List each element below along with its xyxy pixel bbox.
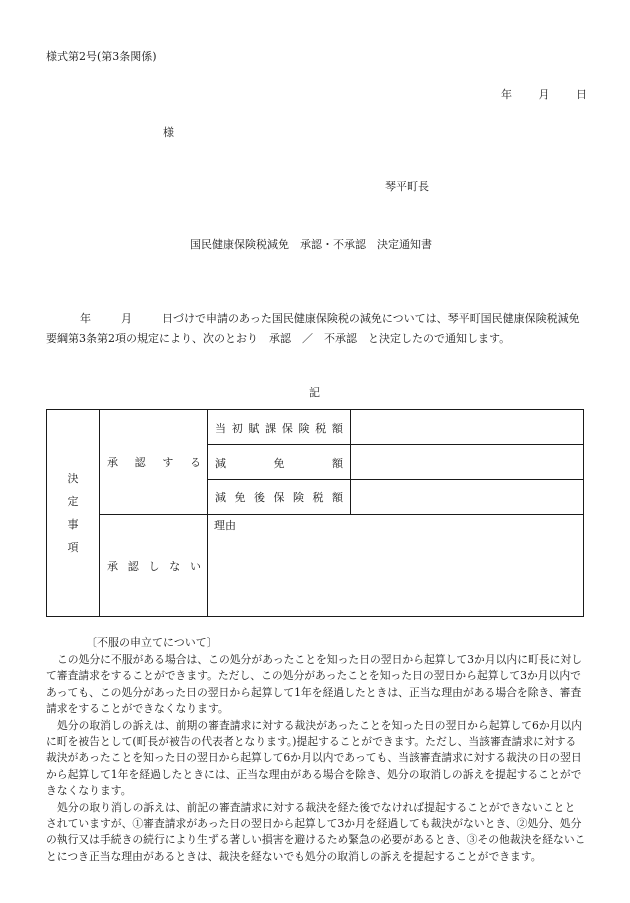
reject-label: 承 認 し な い [107,560,201,573]
addressee-suffix: 様 [163,126,174,139]
date-month: 月 [538,88,550,101]
objection-notes [46,652,586,865]
approve-label: 承 認 す る [107,456,201,469]
initial-tax-value[interactable] [357,423,577,437]
objection-paragraph: 処分の取り消しの訴えは、前記の審査請求に対する裁決を経た後でなければ提起することができないこととされていますが、①審査請求があった日の翌日から起算して3か月を経過しても裁決がないとき、②処分、処分の執行又は手続きの続行により生ずる著しい損害を避けるため緊急の必要があるとき、③その他裁決を経ないことにつき正当な理由があるときは、裁決を経ないでも処分の取消しの訴えを提起することができます。 [46,800,586,863]
reduction-value[interactable] [357,458,577,472]
reason-label: 理由 [214,519,236,532]
ki-label: 記 [309,386,320,399]
decision-items-label: 決 定 事 項 [67,472,79,554]
post-reduction-tax-label: 減 免 後 保 険 税 額 [215,491,343,504]
issuer: 琴平町長 [385,180,429,193]
initial-tax-label: 当 初 賦 課 保 険 税 額 [215,422,343,435]
body-text: 日づけで申請のあった国民健康保険税の減免については、琴平町国民健康保険税減免要綱第3条第2項の規定により、次のとおり 承認 ／ 不承認 と決定したので通知します。 [46,312,580,345]
date-line [501,89,587,100]
objection-paragraph: この処分に不服がある場合は、この処分があったことを知った日の翌日から起算して3か月以内に町長に対して審査請求をすることができます。ただし、この処分があったことを知った日の翌日から起算して3か月以内であっても、この処分があった日の翌日から起算して1年を経過したときは、正当な理由がある場合を除き、審査請求をすることができなくなります。 [46,653,583,716]
date-year: 年 [501,88,512,101]
decision-table [46,409,584,617]
body-paragraph [46,309,586,349]
reduction-label: 減 免 額 [215,457,343,470]
body-month: 月 [121,312,132,325]
post-reduction-tax-value[interactable] [357,492,577,506]
objection-paragraph: 処分の取消しの訴えは、前期の審査請求に対する裁決があったことを知った日の翌日から起算して6か月以内に町を被告として(町長が被告の代表者となります。)提起することができます。ただし、当該審査請求に対する裁決があったことを知った日の翌日から起算して6か月以内であっても、当該審査請求に対する裁決の日の翌日から起算して1年を経過したときには、正当な理由がある場合を除き、処分の取消しの訴えを提起することができなくなります。 [46,718,583,798]
date-day: 日 [576,88,587,101]
body-year: 年 [80,312,91,325]
objection-title: 〔不服の申立てについて〕 [86,636,218,649]
form-number: 様式第2号(第3条関係) [46,50,157,63]
document-title: 国民健康保険税減免 承認・不承認 決定通知書 [190,238,432,251]
reason-value[interactable] [214,538,574,608]
